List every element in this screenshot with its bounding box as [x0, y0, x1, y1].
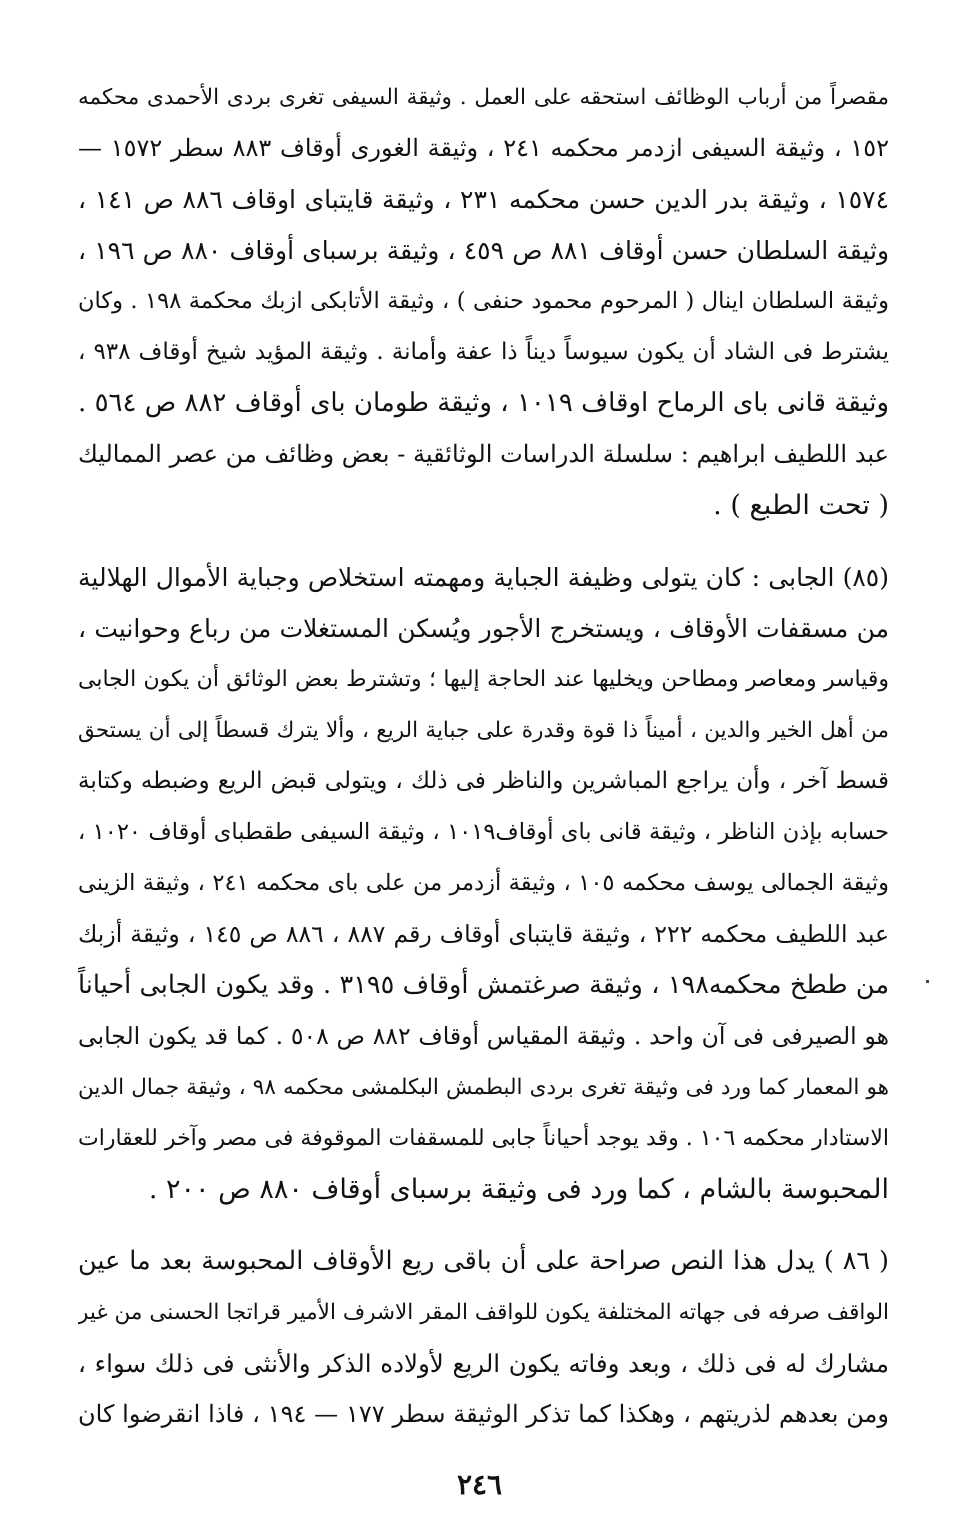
- text-line: ( تحت الطبع ) .: [713, 490, 889, 521]
- text-line: ( ٨٦ ) يدل هذا النص صراحة على أن باقى ريع الأوقاف المحبوسة بعد ما عين: [78, 1246, 889, 1276]
- text-line: وثيقة السلطان اينال ( المرحوم محمود حنفى ) ، وثيقة الأتابكى ازبك محكمة ١٩٨ . وكان: [78, 288, 889, 314]
- text-line: الواقف صرفه فى جهاته المختلفة يكون للواقف المقر الاشرف الأمير قراتجا الحسنى من غير: [78, 1300, 889, 1325]
- text-line: حسابه بإذن الناظر ، وثيقة قانى باى أوقاف١٠١٩ ، وثيقة السيفى طقطباى أوقاف ١٠٢٠ ،: [78, 819, 889, 845]
- text-line: هو المعمار كما ورد فى وثيقة تغرى بردى البطمش البكلمشى محكمه ٩٨ ، وثيقة جمال الدين: [78, 1075, 889, 1100]
- text-line: مشارك له فى ذلك ، وبعد وفاته يكون الريع لأولاده الذكر والأنثى فى ذلك سواء ،: [78, 1349, 889, 1378]
- text-line: الاستادار محكمه ١٠٦ . وقد يوجد أحياناً جابى للمسقفات الموقوفة فى مصر وآخر للعقارات: [78, 1126, 889, 1151]
- text-line: مقصراً من أرباب الوظائف استحقه على العمل . وثيقة السيفى تغرى بردى الأحمدى محكمه: [78, 85, 889, 110]
- text-line: من أهل الخير والدين ، أميناً ذا قوة وقدرة على جباية الريع ، وألا يترك قسطاً إلى أن يستحق: [78, 718, 889, 743]
- text-line: عبد اللطيف محكمه ٢٢٢ ، وثيقة قايتباى أوقاف رقم ٨٨٧ ، ٨٨٦ ص ١٤٥ ، وثيقة أزبك: [78, 920, 889, 948]
- text-line: هو الصيرفى فى آن واحد . وثيقة المقياس أوقاف ٨٨٢ ص ٥٠٨ . كما قد يكون الجابى: [78, 1022, 889, 1050]
- text-line: (٨٥) الجابى : كان يتولى وظيفة الجباية ومهمته استخلاص وجباية الأموال الهلالية: [78, 563, 889, 592]
- text-line: المحبوسة بالشام ، كما ورد فى وثيقة برسباى أوقاف ٨٨٠ ص ٢٠٠ .: [148, 1174, 889, 1205]
- text-line: قسط آخر ، وأن يراجع المباشرين والناظر فى ذلك ، ويتولى قبض الريع وضبطه وكتابة: [78, 768, 889, 794]
- text-line: عبد اللطيف ابراهيم : سلسلة الدراسات الوثائقية - بعض وظائف من عصر المماليك: [78, 440, 889, 468]
- footnote-86: [78, 1236, 889, 1440]
- text-line: ومن بعدهم لذريتهم ، وهكذا كما تذكر الوثيقة سطر ١٧٧ — ١٩٤ ، فاذا انقرضوا كان: [78, 1400, 889, 1428]
- page-number: ٢٤٦: [456, 1468, 503, 1501]
- text-line: يشترط فى الشاد أن يكون سيوساً ديناً ذا عفة وأمانة . وثيقة المؤيد شيخ أوقاف ٩٣٨ ،: [78, 339, 889, 365]
- text-line: ١٥٢ ، وثيقة السيفى ازدمر محكمه ٢٤١ ، وثيقة الغورى أوقاف ٨٨٣ سطر ١٥٧٢ —: [78, 134, 889, 162]
- text-line: من ططخ محكمه١٩٨ ، وثيقة صرغتمش أوقاف ٣١٩٥ . وقد يكون الجابى أحياناً: [78, 970, 889, 1000]
- footnote-85: [78, 552, 889, 1215]
- margin-dot: [926, 980, 929, 983]
- text-line: من مسقفات الأوقاف ، ويستخرج الأجور ويُسكن المستغلات من رباع وحوانيت ،: [78, 614, 889, 643]
- text-line: وثيقة قانى باى الرماح اوقاف ١٠١٩ ، وثيقة طومان باى أوقاف ٨٨٢ ص ٥٦٤ .: [78, 388, 889, 418]
- text-line: ١٥٧٤ ، وثيقة بدر الدين حسن محكمه ٢٣١ ، وثيقة قايتباى اوقاف ٨٨٦ ص ١٤١ ،: [78, 185, 889, 214]
- text-line: وقياسر ومعاصر ومطاحن ويخليها عند الحاجة إليها ؛ وتشترط بعض الوثائق أن يكون الجابى: [78, 667, 889, 692]
- text-line: وثيقة الجمالى يوسف محكمه ١٠٥ ، وثيقة أزدمر من على باى محكمه ٢٤١ ، وثيقة الزينى: [78, 870, 889, 896]
- text-line: وثيقة السلطان حسن أوقاف ٨٨١ ص ٤٥٩ ، وثيقة برسباى أوقاف ٨٨٠ ص ١٩٦ ،: [78, 236, 889, 265]
- footnote-continuation: [78, 72, 889, 531]
